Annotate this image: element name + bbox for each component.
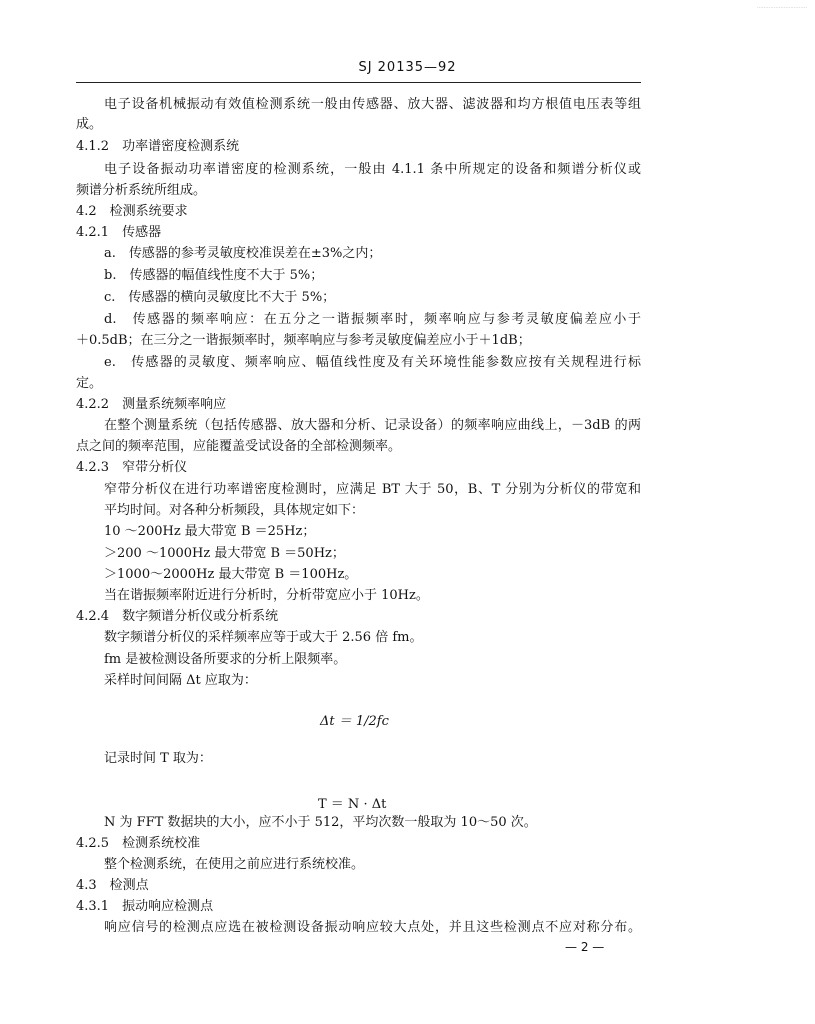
paragraph-line: 当在谐振频率附近进行分析时，分析带宽应小于 10Hz。 [104,588,429,603]
paragraph-line: 采样时间间隔 Δt 应取为： [104,673,257,688]
paragraph-line: 点之间的频率范围，应能覆盖受试设备的全部检测频率。 [76,439,402,454]
list-item-b: b. 传感器的幅值线性度不大于 5%； [104,268,324,283]
paragraph-line: 平均时间。对各种分析频段，具体规定如下： [104,503,365,518]
scan-corner-mark: ………………………… [757,4,807,10]
paragraph-line: 在整个测量系统（包括传感器、放大器和分析、记录设备）的频率响应曲线上，－3dB 的两 [104,418,641,433]
paragraph-line: 记录时间 T 取为： [104,751,212,766]
paragraph-line: 整个检测系统，在使用之前应进行系统校准。 [104,857,365,872]
formula-record-time: T ＝ N · Δt [318,797,387,812]
list-item-e: e. 传感器的灵敏度、频率响应、幅值线性度及有关环境性能参数应按有关规程进行标 [104,355,641,370]
paragraph-line: N 为 FFT 数据块的大小，应不小于 512，平均次数一般取为 10～50 次。 [104,815,537,830]
paragraph-line: 数字频谱分析仪的采样频率应等于或大于 2.56 倍 fm。 [104,630,423,645]
bandwidth-rule-1: 10 ～200Hz 最大带宽 B ＝25Hz； [104,524,316,539]
list-item-d-cont: ＋0.5dB；在三分之一谐振频率时，频率响应与参考灵敏度偏差应小于＋1dB； [76,333,531,348]
list-item-a: a. 传感器的参考灵敏度校准误差在±3%之内； [104,246,382,261]
paragraph-line: fm 是被检测设备所要求的分析上限频率。 [104,652,347,667]
paragraph-line: 窄带分析仪在进行功率谱密度检测时，应满足 BT 大于 50，B、T 分别为分析仪的带宽和 [104,482,641,497]
header-rule [76,82,641,83]
section-heading-4-3: 4.3 检测点 [76,878,149,893]
paragraph-line: 电子设备振动功率谱密度的检测系统，一般由 4.1.1 条中所规定的设备和频谱分析仪或 [104,162,641,177]
paragraph-line: 频谱分析系统所组成。 [76,183,207,198]
section-heading-4-2: 4.2 检测系统要求 [76,204,188,219]
bandwidth-rule-2: ＞200 ～1000Hz 最大带宽 B ＝50Hz； [104,546,345,561]
bandwidth-rule-3: ＞1000～2000Hz 最大带宽 B ＝100Hz。 [104,567,358,582]
document-header-code: SJ 20135—92 [358,60,457,75]
formula-delta-t: Δt ＝ 1/2fc [320,714,389,729]
paragraph-line: 成。 [76,117,103,132]
list-item-e-cont: 定。 [76,376,103,391]
section-heading-4-2-3: 4.2.3 窄带分析仪 [76,460,188,475]
section-heading-4-2-1: 4.2.1 传感器 [76,225,162,240]
page-number: — 2 — [565,940,605,954]
paragraph-line: 电子设备机械振动有效值检测系统一般由传感器、放大器、滤波器和均方根值电压表等组 [104,97,641,112]
section-heading-4-2-4: 4.2.4 数字频谱分析仪或分析系统 [76,609,279,624]
section-heading-4-3-1: 4.3.1 振动响应检测点 [76,899,214,914]
section-heading-4-2-2: 4.2.2 测量系统频率响应 [76,397,227,412]
list-item-c: c. 传感器的横向灵敏度比不大于 5%； [104,290,336,305]
section-heading-4-2-5: 4.2.5 检测系统校准 [76,836,201,851]
paragraph-line: 响应信号的检测点应选在被检测设备振动响应较大点处，并且这些检测点不应对称分布。 [104,920,641,935]
section-heading-4-1-2: 4.1.2 功率谱密度检测系统 [76,139,240,154]
list-item-d: d. 传感器的频率响应：在五分之一谐振频率时，频率响应与参考灵敏度偏差应小于 [104,312,641,327]
